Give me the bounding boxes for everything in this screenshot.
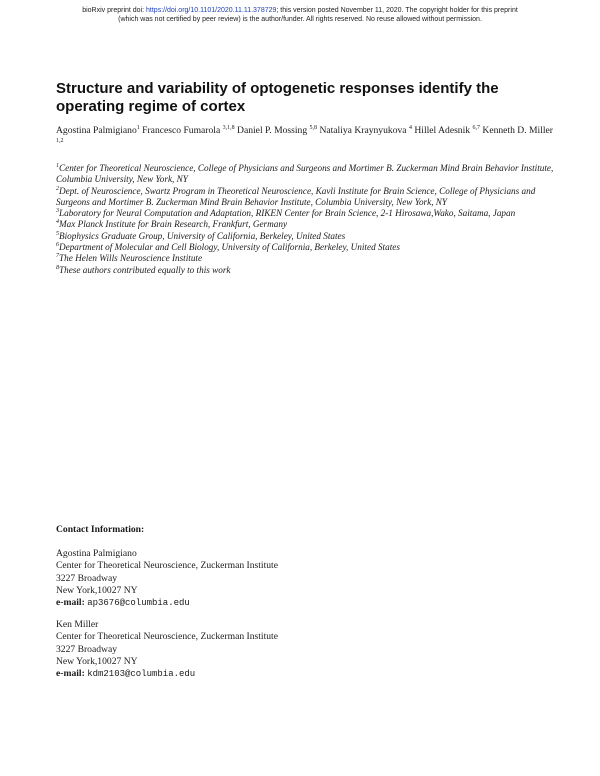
affiliation: $^2$Dept. of Neuroscience, Swartz Program in Theoretical Neuroscience, Kavli Institute for Brain Science, College of Physicians and Surgeons and Mortimer B. Zuckerman Mind Brain Behavior Institute, Columbia University, New York, NY (56, 185, 536, 207)
author-list (56, 124, 556, 150)
author: Francesco Fumarola $^{3,1,8}$ (142, 124, 235, 136)
contact-institute: Center for Theoretical Neuroscience, Zuckerman Institute (56, 560, 278, 572)
email-label: e-mail: (56, 597, 85, 609)
contact-name: Agostina Palmigiano (56, 548, 137, 560)
contact-information (56, 524, 516, 690)
header-line-2: (which was not certified by peer review) is the author/funder. All rights reserved. No reuse allowed without permission. (118, 16, 482, 23)
paper-title: Structure and variability of optogenetic responses identify the operating regime of cortex (56, 80, 499, 115)
contact-street: 3227 Broadway (56, 643, 118, 655)
email-label: e-mail: (56, 668, 85, 680)
affiliation: $^4$Max Planck Institute for Brain Research, Frankfurt, Germany (56, 219, 288, 230)
contact-block (56, 619, 516, 680)
contact-email-row (56, 668, 516, 680)
contact-heading: Contact Information: (56, 524, 145, 535)
author: Daniel P. Mossing $^{5,8}$ (237, 124, 318, 136)
contact-city: New York,10027 NY (56, 655, 138, 667)
contact-institute: Center for Theoretical Neuroscience, Zuckerman Institute (56, 631, 278, 643)
doi-link[interactable]: https://doi.org/10.1101/2020.11.11.378729 (146, 7, 277, 14)
affiliation: $^3$Laboratory for Neural Computation and Adaptation, RIKEN Center for Brain Science, 2-1 Hirosawa,Wako, Saitama, Japan (56, 208, 516, 219)
author: Kenneth D. Miller $^{1,2}$ (56, 125, 553, 144)
header-line-1 (0, 6, 600, 15)
preprint-header (0, 6, 600, 24)
email-address[interactable]: ap3676@columbia.edu (87, 598, 190, 609)
author: Nataliya Kraynyukova $^4$ (319, 124, 412, 136)
affiliation: $^5$Biophysics Graduate Group, University of California, Berkeley, United States (56, 230, 346, 241)
contact-street: 3227 Broadway (56, 572, 118, 584)
header-suffix: ; this version posted November 11, 2020. The copyright holder for this preprint (276, 7, 518, 14)
author: Hillel Adesnik $^{6,7}$ (414, 124, 480, 136)
contact-name: Ken Miller (56, 619, 99, 631)
email-address[interactable]: kdm2103@columbia.edu (87, 669, 196, 680)
contact-city: New York,10027 NY (56, 584, 138, 596)
affiliation: $^6$Department of Molecular and Cell Biology, University of California, Berkeley, United States (56, 242, 400, 253)
affiliation: $^8$These authors contributed equally to this work (56, 264, 231, 275)
affiliation-list (56, 163, 556, 276)
contact-block (56, 548, 516, 609)
contact-email-row (56, 597, 516, 609)
affiliation: $^1$Center for Theoretical Neuroscience, College of Physicians and Surgeons and Mortimer B. Zuckerman Mind Brain Behavior Institute, Columbia University, New York, NY (56, 162, 554, 185)
header-prefix: bioRxiv preprint doi: (82, 7, 147, 14)
affiliation: $^7$The Helen Wills Neuroscience Institute (56, 253, 203, 264)
author: Agostina Palmigiano$^1$ (56, 124, 140, 136)
